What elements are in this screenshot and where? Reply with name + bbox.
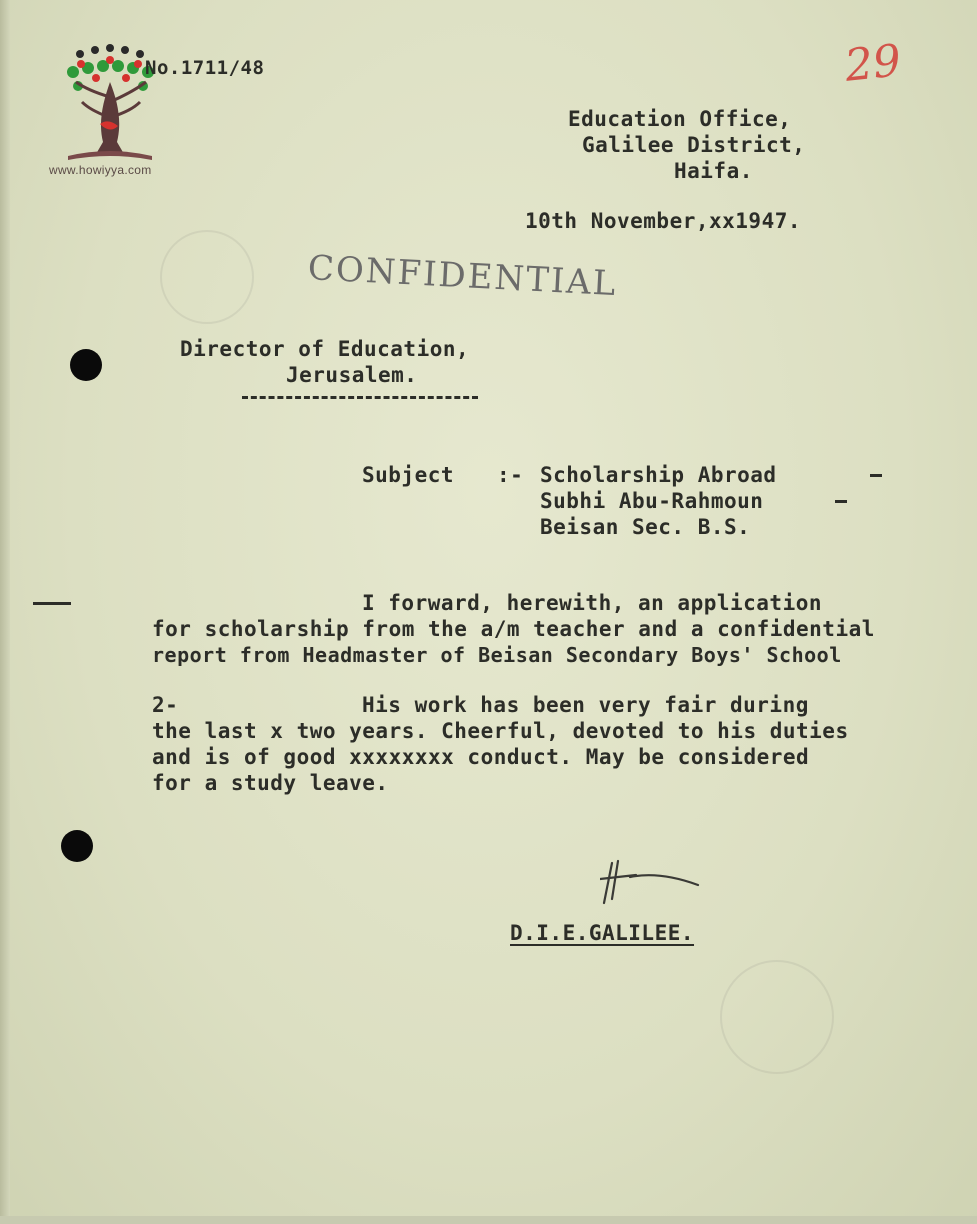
subject-line-1: Scholarship Abroad [540, 463, 777, 487]
sender-line-1: Education Office, [568, 107, 792, 131]
folio-number: 29 [842, 35, 904, 92]
recipient-line-2: Jerusalem. [286, 363, 418, 387]
reference-number: No.1711/48 [145, 57, 265, 79]
subject-dash [870, 474, 882, 477]
recipient-line-1: Director of Education, [180, 337, 470, 361]
sender-line-2: Galilee District, [582, 133, 806, 157]
punch-hole [61, 830, 93, 862]
faint-stamp [160, 230, 254, 324]
confidential-stamp: CONFIDENTIAL [306, 248, 619, 305]
subject-dash [835, 500, 847, 503]
para2-line-1: His work has been very fair during [362, 693, 809, 717]
subject-separator: :- [497, 463, 524, 487]
para1-line-1: I forward, herewith, an application [362, 591, 823, 615]
para2-number: 2- [152, 693, 179, 717]
para1-line-2: for scholarship from the a/m teacher and a confidential [152, 617, 875, 641]
subject-line-2: Subhi Abu-Rahmoun [540, 489, 764, 513]
punch-hole [70, 349, 102, 381]
faint-stamp [720, 960, 834, 1074]
subject-line-3: Beisan Sec. B.S. [540, 515, 751, 539]
paper-edge-bottom [0, 1216, 977, 1224]
paper-edge [0, 0, 10, 1224]
para1-line-3: report from Headmaster of Beisan Secondary Boys' School [152, 643, 842, 667]
signatory: D.I.E.GALILEE. [510, 921, 695, 945]
letter-date: 10th November,xx1947. [525, 209, 802, 233]
para2-line-3: and is of good xxxxxxxx conduct. May be considered [152, 745, 810, 769]
recipient-underline [242, 396, 478, 399]
margin-mark [33, 602, 71, 605]
logo-url: www.howiyya.com [49, 163, 152, 177]
sender-line-3: Haifa. [674, 159, 753, 183]
handwritten-signature [600, 855, 710, 910]
para2-line-4: for a study leave. [152, 771, 389, 795]
para2-line-2: the last x two years. Cheerful, devoted to his duties [152, 719, 849, 743]
subject-label: Subject [362, 463, 455, 487]
